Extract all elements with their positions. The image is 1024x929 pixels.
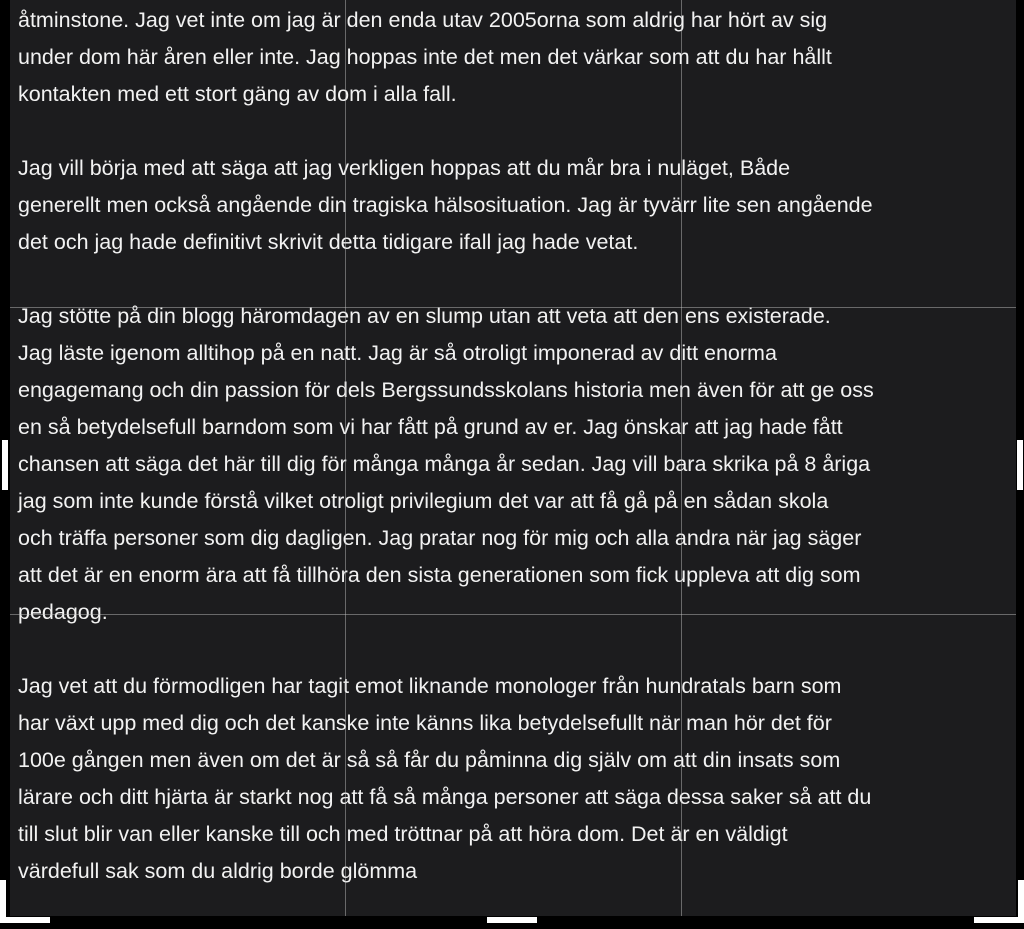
- text-line: Jag stötte på din blogg häromdagen av en slump utan att veta att den ens existerade.: [18, 304, 831, 328]
- text-line: värdefull sak som du aldrig borde glömma: [18, 859, 418, 883]
- crop-handle-right-middle[interactable]: [1017, 440, 1023, 490]
- text-line: och träffa personer som dig dagligen. Jag pratar nog för mig och alla andra när jag säger: [18, 526, 862, 550]
- crop-handle-bottom-left[interactable]: [0, 917, 50, 923]
- note-body: [18, 2, 1008, 916]
- crop-handle-bottom-left-vertical[interactable]: [0, 880, 6, 923]
- text-line: jag som inte kunde förstå vilket otroligt privilegium det var att få gå på en sådan skola: [18, 489, 829, 513]
- crop-handle-left-middle[interactable]: [2, 440, 8, 490]
- text-line: pedagog.: [18, 600, 108, 624]
- note-text-area[interactable]: [10, 0, 1016, 916]
- text-line: lärare och ditt hjärta är starkt nog att få så många personer att säga dessa saker så att du: [18, 785, 872, 809]
- paragraph-1: [18, 2, 1008, 113]
- paragraph-4: [18, 668, 1008, 890]
- text-line: Jag vill börja med att säga att jag verkligen hoppas att du mår bra i nuläget, Både: [18, 156, 791, 180]
- text-line: att det är en enorm ära att få tillhöra den sista generationen som fick uppleva att dig som: [18, 563, 861, 587]
- text-line: engagemang och din passion för dels Bergssundsskolans historia men även för att ge oss: [18, 378, 874, 402]
- text-line: under dom här åren eller inte. Jag hoppas inte det men det värkar som att du har hållt: [18, 45, 832, 69]
- text-line: till slut blir van eller kanske till och med tröttnar på att höra dom. Det är en väldigt: [18, 822, 788, 846]
- crop-handle-bottom-middle[interactable]: [487, 917, 537, 923]
- text-line: 100e gången men även om det är så så får du påminna dig själv om att din insats som: [18, 748, 841, 772]
- text-line: en så betydelsefull barndom som vi har fått på grund av er. Jag önskar att jag hade fått: [18, 415, 843, 439]
- text-line: Jag läste igenom alltihop på en natt. Jag är så otroligt imponerad av ditt enorma: [18, 341, 777, 365]
- text-line: Jag vet att du förmodligen har tagit emot liknande monologer från hundratals barn som: [18, 674, 842, 698]
- text-line: det och jag hade definitivt skrivit detta tidigare ifall jag hade vetat.: [18, 230, 639, 254]
- text-line: chansen att säga det här till dig för många många år sedan. Jag vill bara skrika på 8 åriga: [18, 452, 871, 476]
- paragraph-2: [18, 150, 1008, 261]
- crop-handle-bottom-right-vertical[interactable]: [1018, 880, 1024, 923]
- text-line: åtminstone. Jag vet inte om jag är den enda utav 2005orna som aldrig har hört av sig: [18, 8, 828, 32]
- text-line: kontakten med ett stort gäng av dom i alla fall.: [18, 82, 457, 106]
- text-line: generellt men också angående din tragiska hälsosituation. Jag är tyvärr lite sen angående: [18, 193, 873, 217]
- paragraph-3: [18, 298, 1008, 631]
- text-line: har växt upp med dig och det kanske inte känns lika betydelsefullt när man hör det för: [18, 711, 832, 735]
- crop-handle-bottom-right[interactable]: [974, 917, 1024, 923]
